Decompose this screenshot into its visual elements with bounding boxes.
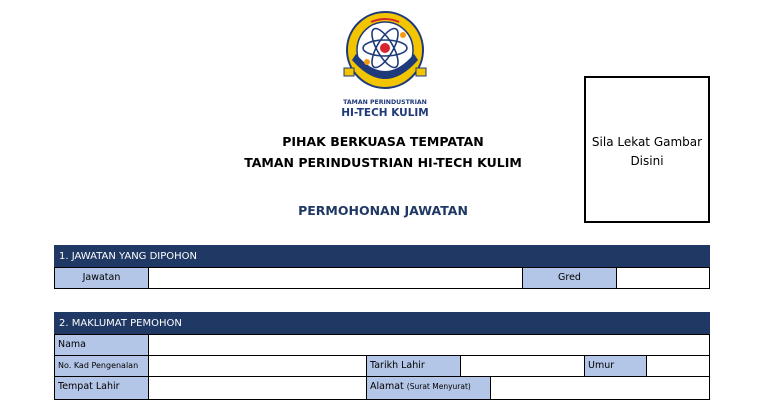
tempat-lahir-label: Tempat Lahir (54, 376, 149, 400)
section-2-heading: 2. MAKLUMAT PEMOHON (54, 312, 710, 334)
section-1-heading: 1. JAWATAN YANG DIPOHON (54, 245, 710, 267)
nama-label: Nama (54, 334, 149, 356)
alamat-field[interactable] (490, 376, 710, 400)
tarikh-lahir-label: Tarikh Lahir (366, 355, 461, 377)
alamat-label-text: Alamat (370, 381, 404, 392)
logo-subtext-2: HI-TECH KULIM (341, 107, 429, 119)
alamat-note: (Surat Menyurat) (406, 382, 471, 391)
alamat-label (366, 376, 491, 400)
umur-label: Umur (584, 355, 647, 377)
kad-pengenalan-field[interactable] (148, 355, 367, 377)
title-line-1: PIHAK BERKUASA TEMPATAN (282, 134, 484, 149)
gred-label: Gred (522, 267, 617, 289)
tarikh-lahir-field[interactable] (460, 355, 585, 377)
title-line-2: TAMAN PERINDUSTRIAN HI-TECH KULIM (244, 155, 522, 170)
photo-text-line2: Disini (630, 154, 664, 168)
umur-field[interactable] (646, 355, 710, 377)
kad-pengenalan-label: No. Kad Pengenalan (54, 355, 149, 377)
photo-text-line1: Sila Lekat Gambar (591, 135, 703, 149)
photo-placeholder[interactable] (584, 76, 710, 223)
logo-subtext-1: TAMAN PERINDUSTRIAN (343, 99, 427, 106)
jawatan-field[interactable] (148, 267, 523, 289)
nama-field[interactable] (148, 334, 710, 356)
form-subtitle: PERMOHONAN JAWATAN (298, 203, 468, 218)
gred-field[interactable] (616, 267, 710, 289)
tempat-lahir-field[interactable] (148, 376, 367, 400)
jawatan-label: Jawatan (54, 267, 149, 289)
emblem-logo (334, 2, 436, 120)
